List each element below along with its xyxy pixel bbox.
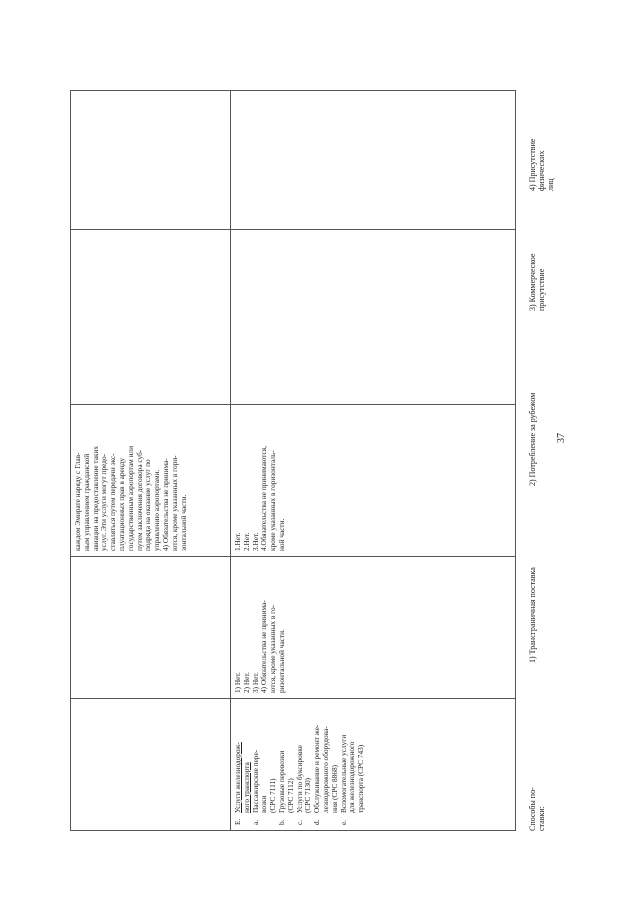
item-letter: e.: [338, 819, 348, 825]
section-letter: Е.: [233, 818, 242, 825]
text-line: управлению аэропортами.: [152, 469, 162, 551]
rotated-page: [70, 91, 580, 831]
text-line: 4) Обязательства не принима-: [160, 458, 170, 551]
section-heading: [234, 704, 252, 825]
text-line: ются, кроме указанных в го-: [268, 604, 278, 693]
table-row: [231, 91, 516, 831]
cell-commercial-presence-empty: [71, 230, 231, 405]
text-line: 3) Нет.: [250, 672, 260, 693]
item-line: лезнодорожного оборудова-: [320, 726, 330, 813]
cell-cross-border-empty: [71, 557, 231, 699]
text-line: ставляться путем передачи экс-: [108, 453, 118, 551]
section-title-line: Услуги железнодорож-: [233, 742, 242, 813]
item-line: возки: [259, 795, 269, 813]
commitments-table: [70, 90, 516, 831]
text-line: ным управлением гражданской: [81, 453, 91, 551]
text-line: 3.Нет.: [250, 532, 260, 551]
item-line: Пассажирские пере-: [250, 749, 260, 813]
item-line: Обслуживание и ремонт же-: [312, 724, 322, 813]
text-line: 1.Нет.: [233, 532, 242, 551]
text-line: кроме указанных в горизонталь-: [268, 450, 278, 551]
text-line: плуатационных прав в аренду: [116, 457, 126, 551]
item-line: (CPC 7111): [268, 778, 278, 813]
cell-sector-empty: [71, 699, 231, 831]
cell-consumption-abroad: [231, 405, 516, 557]
text-line: каждом Эмирате наряду с Глав-: [73, 452, 82, 551]
text-line: государственным аэропортам или: [125, 446, 135, 551]
list-item: [278, 704, 296, 825]
section-title-line: ного транспорта: [241, 762, 251, 813]
text-line: путем заключения договора суб-: [134, 449, 144, 551]
text-line: 2) Нет.: [241, 672, 251, 693]
header-commercial-presence: 3) Коммерческое присутствие: [528, 253, 546, 311]
text-line: ной части.: [276, 518, 286, 551]
text-line: ризонтальной части.: [276, 629, 286, 693]
cell-cross-border: [231, 557, 516, 699]
text-line: услуг. Эти услуги могут предо-: [99, 453, 109, 551]
item-letter: b.: [276, 819, 286, 825]
list-item: [340, 704, 366, 825]
page-number: 37: [556, 433, 567, 443]
table-row: [71, 91, 231, 831]
text-line: зонтальной части.: [178, 494, 188, 551]
cell-consumption-abroad: [71, 405, 231, 557]
text-line: 4) Обязательства не принима-: [259, 600, 269, 693]
header-natural-persons: 4) Присутствие физических лиц: [528, 138, 555, 191]
item-line: (CPC 7112): [285, 778, 295, 813]
item-line: Услуги по буксировке: [294, 745, 304, 813]
item-line: транспорта (CPC 743): [356, 744, 366, 813]
item-line: ния (CPC 8868): [329, 764, 339, 813]
item-letter: d.: [312, 819, 322, 825]
header-supply-modes: Способы по- ставки:: [528, 787, 546, 831]
item-line: Вспомогательные услуги: [338, 734, 348, 813]
text-line: подряда на оказание услуг по: [143, 459, 153, 551]
item-line: (CPC 7130): [303, 777, 313, 813]
text-line: 1) Нет.: [233, 672, 242, 693]
item-letter: a.: [250, 819, 260, 825]
list-item: [313, 704, 339, 825]
text-line: ются, кроме указанных в гори-: [169, 455, 179, 551]
header-consumption-abroad: 2) Потребление за рубежом: [528, 392, 537, 486]
cell-sector-rail: [231, 699, 516, 831]
item-line: для железнодорожного: [347, 741, 357, 813]
list-item: [252, 704, 278, 825]
cell-natural-persons-empty: [231, 91, 516, 230]
text-line: 2.Нет.: [241, 532, 251, 551]
item-letter: c.: [294, 819, 304, 825]
list-item: [296, 704, 314, 825]
item-line: Грузовые перевозки: [276, 750, 286, 813]
header-cross-border: 1) Трансграничная поставка: [528, 567, 537, 663]
text-line: авиации на предоставление таких: [90, 445, 100, 551]
cell-commercial-presence-empty: [231, 230, 516, 405]
cell-natural-persons-empty: [71, 91, 231, 230]
text-line: 4.Обязательства не принимаются,: [259, 446, 269, 551]
